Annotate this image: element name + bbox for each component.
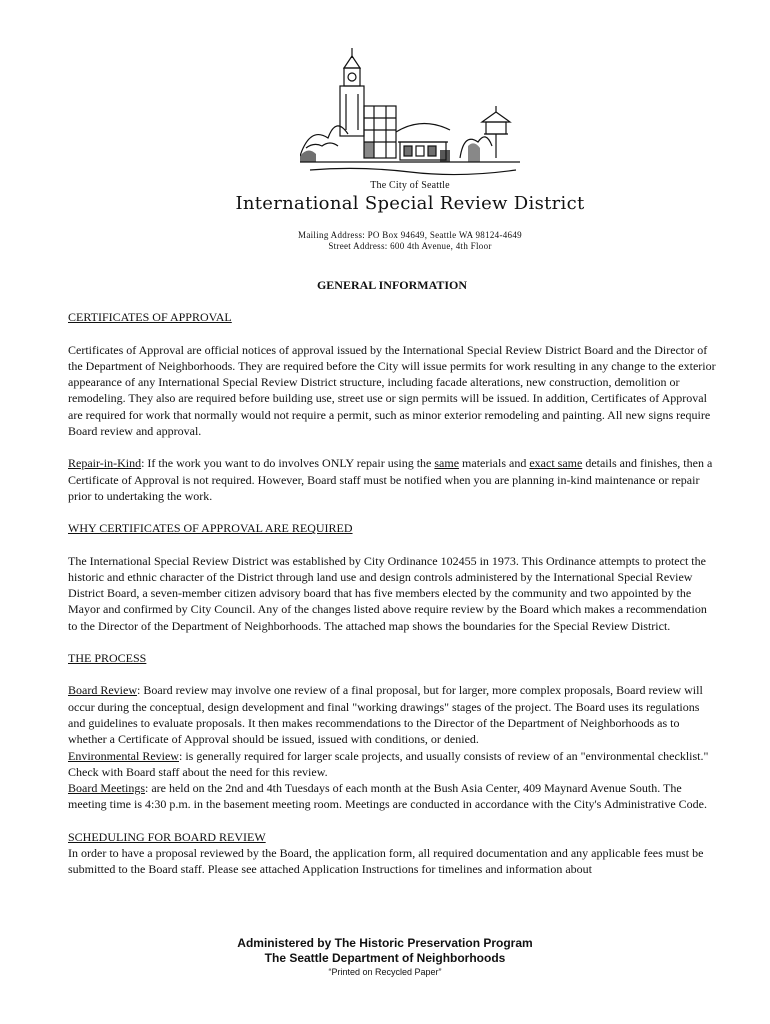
street-address: Street Address: 600 4th Avenue, 4th Floor — [328, 241, 492, 251]
page-footer — [0, 936, 770, 978]
board-review-paragraph: Board Review: Board review may involve one review of a final proposal, but for larger, more complex proposals, Board review will occur during the conceptual, design development and final "working drawings" stages of the project. The Board uses its regulations and guidelines to evaluate proposals. It then makes recommendations to the Director of the Department of Neighborhoods as to whether a Certificate of Approval should be issued, issued with conditions, or denied. — [68, 683, 703, 747]
section-heading-process: THE PROCESS — [68, 651, 147, 666]
letterhead — [0, 180, 770, 252]
footer-recycled-note: “Printed on Recycled Paper” — [328, 967, 442, 977]
environmental-review-paragraph: Environmental Review: is generally required for larger scale projects, and usually consists of review of an "environmental checklist." Check with Board staff about the need for this review. — [68, 748, 709, 779]
document-body — [68, 277, 716, 878]
repair-in-kind-paragraph: Repair-in-Kind: If the work you want to do involves ONLY repair using the same materials and exact same details and finishes, then a Certificate of Approval is not required. However, Board staff must be notified when you are planning in-kind maintenance or repair prior to undertaking the work. — [68, 456, 713, 503]
certificates-paragraph: Certificates of Approval are official notices of approval issued by the International Special Review District Board and the Director of the Department of Neighborhoods. They are required before the City will issue permits for work resulting in any change to the exterior appearance of any International Special Review District structure, including facade alterations, new construction, demolition or remodeling. They also are required before building use, street use or sign permits will be issued. In addition, Certificates of Approval are required for work that normally would not require a permit, such as minor exterior remodeling and painting. All new signs require Board review and approval. — [68, 342, 716, 439]
scheduling-paragraph: In order to have a proposal reviewed by the Board, the application form, all required documentation and any applicable fees must be submitted to the Board staff. Please see attached Application Instructions for timelines and information about — [68, 846, 704, 877]
section-heading-scheduling: SCHEDULING FOR BOARD REVIEW — [68, 829, 266, 844]
exact-same-emphasis: exact same — [529, 456, 583, 471]
section-heading-why: WHY CERTIFICATES OF APPROVAL ARE REQUIRED — [68, 521, 353, 536]
board-meetings-label: Board Meetings — [68, 781, 145, 796]
page-title: GENERAL INFORMATION — [316, 278, 468, 292]
environmental-review-label: Environmental Review — [68, 748, 179, 763]
mailing-address: Mailing Address: PO Box 94649, Seattle WA 98124-4649 — [298, 230, 522, 240]
board-review-label: Board Review — [68, 683, 137, 698]
city-name: The City of Seattle — [370, 180, 450, 191]
same-emphasis: same — [434, 456, 460, 471]
district-name: International Special Review District — [235, 193, 585, 214]
board-meetings-paragraph: Board Meetings: are held on the 2nd and 4th Tuesdays of each month at the Bush Asia Center, 409 Maynard Avenue South. The meeting time is 4:30 p.m. in the basement meeting room. Meetings are conducted in accordance with the City's Administrative Code. — [68, 781, 708, 812]
footer-program: Administered by The Historic Preservation Program — [237, 936, 533, 950]
footer-department: The Seattle Department of Neighborhoods — [264, 951, 506, 965]
district-illustration-logo — [300, 46, 520, 184]
why-paragraph: The International Special Review District was established by City Ordinance 102455 in 1973. This Ordinance attempts to protect the historic and ethnic character of the District through land use and design controls administered by the International Special Review District Board, a seven-member citizen advisory board that has five members elected by the community and two appointed by the Mayor and confirmed by City Council. Any of the changes listed above require review by the Board which makes a recommendation to the Director of the Department of Neighborhoods. The attached map shows the boundaries for the Special Review District. — [68, 553, 707, 633]
section-heading-certificates: CERTIFICATES OF APPROVAL — [68, 310, 232, 325]
repair-in-kind-label: Repair-in-Kind — [68, 456, 142, 471]
